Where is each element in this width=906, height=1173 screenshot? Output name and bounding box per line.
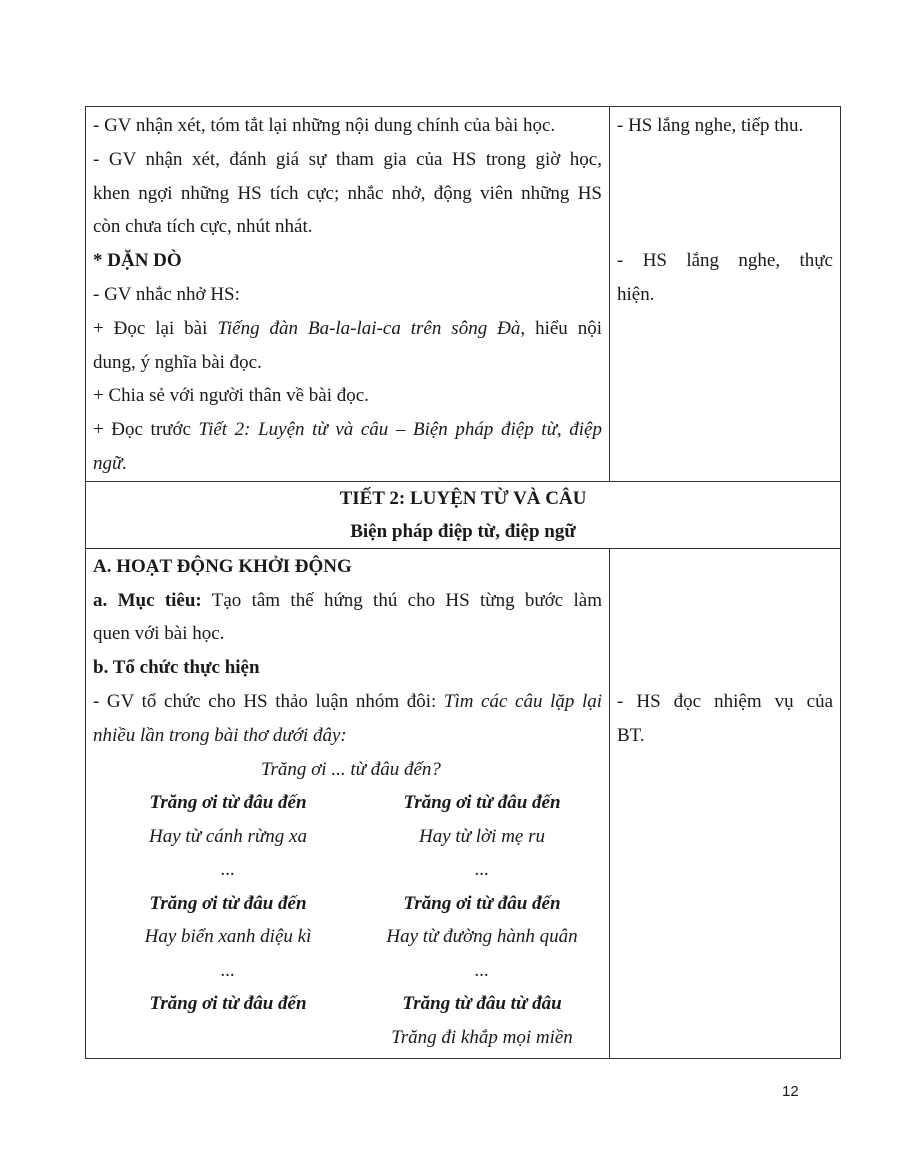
student-activity-cell bbox=[610, 548, 841, 1059]
lesson-subtitle: Biện pháp điệp từ, điệp ngữ bbox=[350, 520, 576, 542]
text-line: - HS lắng nghe, tiếp thu. bbox=[617, 115, 804, 136]
poem-row: Trăng ơi từ đâu đến Trăng ơi từ đâu đến bbox=[149, 892, 561, 914]
text-line: - GV nhận xét, đánh giá sự tham gia của HS trong giờ học, bbox=[93, 148, 602, 170]
poem-row: Hay biển xanh diệu kì Hay từ đường hành quân bbox=[144, 926, 578, 948]
text-line: - GV nhắc nhở HS: bbox=[93, 283, 240, 305]
text-line: dung, ý nghĩa bài đọc. bbox=[93, 351, 262, 373]
poem-row: Hay từ cánh rừng xa Hay từ lời mẹ ru bbox=[149, 825, 546, 847]
lesson-title: TIẾT 2: LUYỆN TỪ VÀ CÂU bbox=[339, 487, 587, 509]
text-line: + Đọc lại bài Tiếng đàn Ba-la-lai-ca trên sông Đà, hiểu nội bbox=[93, 317, 602, 339]
teacher-activity-cell bbox=[86, 548, 610, 1059]
text-line: BT. bbox=[617, 724, 645, 746]
text-line: a. Mục tiêu: Tạo tâm thế hứng thú cho HS từng bước làm bbox=[93, 589, 602, 611]
text-line: + Đọc trước Tiết 2: Luyện từ và câu – Biện pháp điệp từ, điệp bbox=[93, 419, 602, 441]
table-row bbox=[86, 548, 841, 1059]
text-line: quen với bài học. bbox=[93, 623, 225, 645]
text-line: - HS lắng nghe, thực bbox=[617, 250, 833, 272]
text-line: hiện. bbox=[617, 283, 655, 305]
text-line: - GV tổ chức cho HS thảo luận nhóm đôi: Tìm các câu lặp lại bbox=[93, 690, 602, 712]
poem-row: Trăng đi khắp mọi miền bbox=[391, 1026, 573, 1048]
text-line: - GV nhận xét, tóm tắt lại những nội dung chính của bài học. bbox=[93, 115, 556, 136]
poem-row: ... ... bbox=[220, 959, 490, 981]
poem-title: Trăng ơi ... từ đâu đến? bbox=[261, 758, 441, 780]
table-row bbox=[86, 481, 841, 548]
poem-row: Trăng ơi từ đâu đến Trăng từ đâu từ đâu bbox=[149, 993, 562, 1015]
teacher-activity-cell bbox=[86, 107, 610, 482]
lesson-table bbox=[85, 106, 841, 1059]
text-line: nhiều lần trong bài thơ dưới đây: bbox=[93, 724, 347, 746]
section-heading-dan-do: * DẶN DÒ bbox=[93, 250, 182, 272]
page-number: 12 bbox=[782, 1083, 799, 1100]
text-line: - HS đọc nhiệm vụ của bbox=[617, 690, 833, 712]
lesson-header-cell bbox=[86, 481, 841, 548]
text-line: ngữ. bbox=[93, 452, 128, 474]
text-line: + Chia sẻ với người thân về bài đọc. bbox=[93, 385, 369, 407]
poem-row: ... ... bbox=[220, 859, 490, 881]
section-heading: A. HOẠT ĐỘNG KHỞI ĐỘNG bbox=[93, 555, 352, 577]
poem-row: Trăng ơi từ đâu đến Trăng ơi từ đâu đến bbox=[149, 792, 561, 814]
table-row bbox=[86, 107, 841, 482]
student-activity-cell bbox=[610, 107, 841, 482]
text-line: còn chưa tích cực, nhút nhát. bbox=[93, 216, 313, 238]
subsection-heading: b. Tổ chức thực hiện bbox=[93, 657, 260, 679]
text-line: khen ngợi những HS tích cực; nhắc nhở, động viên những HS bbox=[93, 182, 602, 204]
